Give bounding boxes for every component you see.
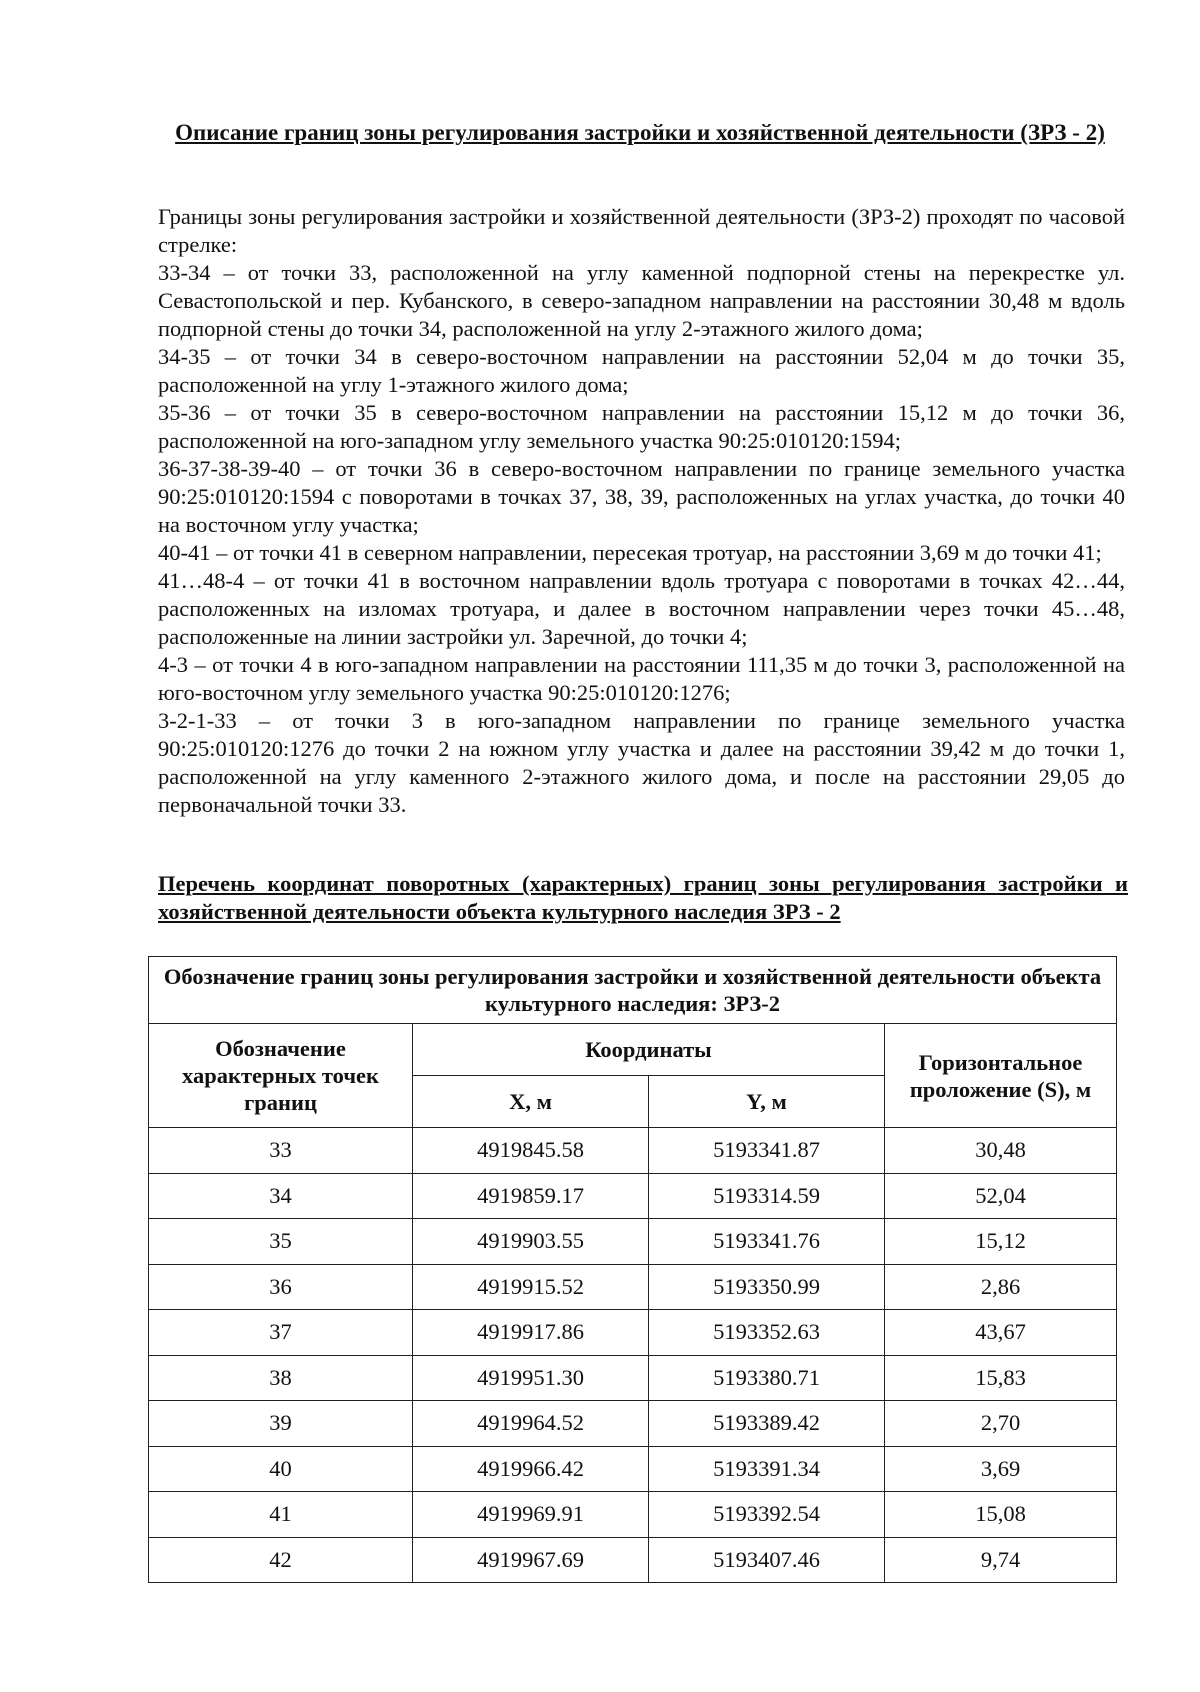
cell-y: 5193389.42	[649, 1401, 885, 1447]
cell-y: 5193391.34	[649, 1446, 885, 1492]
cell-distance: 52,04	[885, 1173, 1117, 1219]
cell-point: 37	[149, 1310, 413, 1356]
cell-distance: 43,67	[885, 1310, 1117, 1356]
cell-x: 4919915.52	[413, 1264, 649, 1310]
cell-y: 5193341.76	[649, 1219, 885, 1265]
cell-distance: 2,70	[885, 1401, 1117, 1447]
cell-distance: 9,74	[885, 1537, 1117, 1583]
cell-x: 4919969.91	[413, 1492, 649, 1538]
cell-x: 4919951.30	[413, 1355, 649, 1401]
boundary-description	[158, 203, 1125, 819]
table-row	[149, 1401, 1117, 1447]
cell-point: 39	[149, 1401, 413, 1447]
cell-y: 5193341.87	[649, 1128, 885, 1174]
table-row	[149, 1264, 1117, 1310]
cell-distance: 15,12	[885, 1219, 1117, 1265]
cell-x: 4919964.52	[413, 1401, 649, 1447]
paragraph: 35-36 – от точки 35 в северо-восточном направлении на расстоянии 15,12 м до точки 36, расположенной на юго-западном углу земельного участка 90:25:010120:1594;	[158, 400, 1125, 453]
paragraph: 33-34 – от точки 33, расположенной на углу каменной подпорной стены на перекрестке ул. Севастопольской и пер. Кубанского, в северо-западном направлении на расстоянии 30,48 м вдоль подпорной стены до точки 34, расположенной на углу 2-этажного жилого дома;	[158, 260, 1125, 341]
document-title: Описание границ зоны регулирования застройки и хозяйственной деятельности (ЗРЗ - 2)	[175, 120, 1105, 145]
cell-x: 4919903.55	[413, 1219, 649, 1265]
coordinates-table	[148, 956, 1117, 1583]
table-row	[149, 1355, 1117, 1401]
table-row	[149, 1492, 1117, 1538]
cell-distance: 2,86	[885, 1264, 1117, 1310]
paragraph: 36-37-38-39-40 – от точки 36 в северо-восточном направлении по границе земельного участка 90:25:010120:1594 с поворотами в точках 37, 38, 39, расположенных на углах участка, до точки 40 на восточном углу участка;	[158, 456, 1125, 537]
cell-point: 34	[149, 1173, 413, 1219]
cell-y: 5193392.54	[649, 1492, 885, 1538]
cell-point: 33	[149, 1128, 413, 1174]
table-row	[149, 1446, 1117, 1492]
cell-point: 40	[149, 1446, 413, 1492]
table-row	[149, 1128, 1117, 1174]
paragraph: 41…48-4 – от точки 41 в восточном направлении вдоль тротуара с поворотами в точках 42…44, расположенных на изломах тротуара, и далее в восточном направлении через точки 45…48, расположенные на линии застройки ул. Заречной, до точки 4;	[158, 568, 1125, 649]
cell-distance: 15,83	[885, 1355, 1117, 1401]
cell-y: 5193350.99	[649, 1264, 885, 1310]
cell-point: 38	[149, 1355, 413, 1401]
header-y: Y, м	[649, 1076, 885, 1128]
cell-x: 4919967.69	[413, 1537, 649, 1583]
paragraph: 4-3 – от точки 4 в юго-западном направлении на расстоянии 111,35 м до точки 3, расположенной на юго-восточном углу земельного участка 90:25:010120:1276;	[158, 652, 1125, 705]
cell-x: 4919845.58	[413, 1128, 649, 1174]
cell-point: 35	[149, 1219, 413, 1265]
cell-y: 5193407.46	[649, 1537, 885, 1583]
cell-point: 42	[149, 1537, 413, 1583]
table-row	[149, 1310, 1117, 1356]
cell-distance: 3,69	[885, 1446, 1117, 1492]
table-row	[149, 1537, 1117, 1583]
cell-y: 5193352.63	[649, 1310, 885, 1356]
paragraph: Границы зоны регулирования застройки и хозяйственной деятельности (ЗРЗ-2) проходят по часовой стрелке:	[158, 204, 1125, 257]
cell-x: 4919917.86	[413, 1310, 649, 1356]
header-distance: Горизонтальное проложение (S), м	[885, 1024, 1117, 1128]
cell-distance: 15,08	[885, 1492, 1117, 1538]
cell-point: 41	[149, 1492, 413, 1538]
cell-x: 4919859.17	[413, 1173, 649, 1219]
coordinates-list-title: Перечень координат поворотных (характерных) границ зоны регулирования застройки и хозяйственной деятельности объекта культурного наследия ЗРЗ - 2	[158, 871, 1128, 924]
cell-y: 5193314.59	[649, 1173, 885, 1219]
cell-x: 4919966.42	[413, 1446, 649, 1492]
paragraph: 34-35 – от точки 34 в северо-восточном направлении на расстоянии 52,04 м до точки 35, расположенной на углу 1-этажного жилого дома;	[158, 344, 1125, 397]
cell-y: 5193380.71	[649, 1355, 885, 1401]
cell-point: 36	[149, 1264, 413, 1310]
header-point: Обозначение характерных точек границ	[149, 1024, 413, 1128]
paragraph: 40-41 – от точки 41 в северном направлении, пересекая тротуар, на расстоянии 3,69 м до точки 41;	[158, 540, 1102, 565]
cell-distance: 30,48	[885, 1128, 1117, 1174]
header-coordinates: Координаты	[413, 1024, 885, 1076]
table-caption: Обозначение границ зоны регулирования застройки и хозяйственной деятельности объекта культурного наследия: ЗРЗ-2	[149, 957, 1117, 1024]
table-row	[149, 1173, 1117, 1219]
paragraph: 3-2-1-33 – от точки 3 в юго-западном направлении по границе земельного участка 90:25:010120:1276 до точки 2 на южном углу участка и далее на расстоянии 39,42 м до точки 1, расположенной на углу каменного 2-этажного жилого дома, и после на расстоянии 29,05 до первоначальной точки 33.	[158, 708, 1125, 817]
table-row	[149, 1219, 1117, 1265]
header-x: X, м	[413, 1076, 649, 1128]
